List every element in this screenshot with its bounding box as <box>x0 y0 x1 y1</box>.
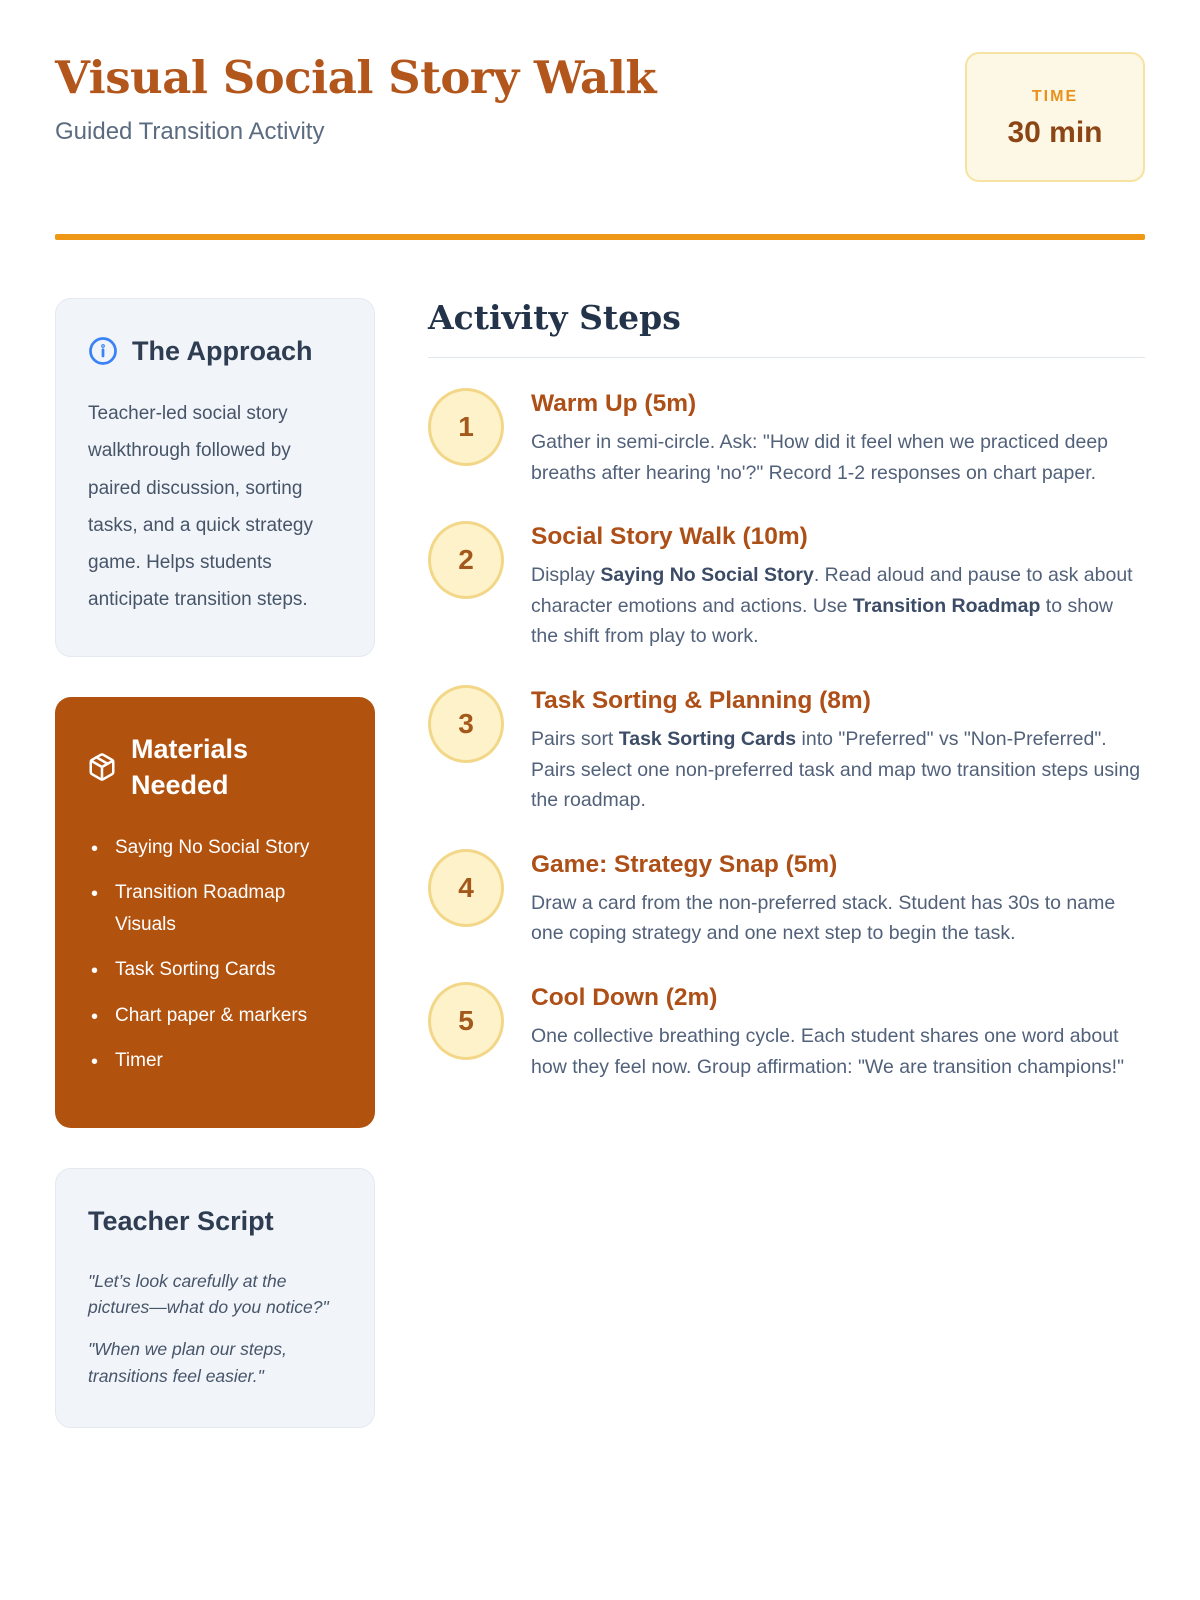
step-description: Gather in semi-circle. Ask: "How did it feel when we practiced deep breaths after hearing 'no'?" Record 1-2 responses on chart paper. <box>531 431 1109 484</box>
step-number-badge: 1 <box>428 388 504 466</box>
step-title: Game: Strategy Snap (5m) <box>531 850 838 878</box>
page-subtitle: Guided Transition Activity <box>55 117 325 145</box>
step-content <box>531 685 1141 816</box>
step-title: Task Sorting & Planning (8m) <box>531 687 871 715</box>
time-badge-label: TIME <box>1031 88 1079 105</box>
step-description: Display Saying No Social Story. Read aloud and pause to ask about character emotions and actions. Use Transition Roadmap to show the shift from play to work. <box>531 564 1133 648</box>
approach-card-title: The Approach <box>132 336 313 366</box>
steps-list <box>428 388 1145 1082</box>
materials-item: • Timer <box>87 1045 343 1077</box>
step-number-badge: 5 <box>428 982 504 1060</box>
step-number-badge: 3 <box>428 685 504 763</box>
approach-card-header <box>88 333 342 369</box>
sidebar <box>55 298 375 1428</box>
teacher-script-card <box>55 1168 375 1427</box>
step-content <box>531 982 1141 1082</box>
step-content <box>531 521 1141 652</box>
step-item-5 <box>428 982 1145 1082</box>
time-badge <box>965 52 1145 182</box>
teacher-script-quote: "Let’s look carefully at the pictures—what do you notice?" <box>88 1270 329 1318</box>
step-title: Warm Up (5m) <box>531 390 697 417</box>
step-description: Draw a card from the non-preferred stack. Student has 30s to name one coping strategy and one next step to begin the task. <box>531 891 1116 945</box>
materials-item: • Chart paper & markers <box>87 1000 343 1032</box>
materials-item: • Saying No Social Story <box>87 832 343 864</box>
step-title: Social Story Walk (10m) <box>531 523 808 551</box>
content-area <box>55 298 1145 1428</box>
materials-card-title: Materials Needed <box>131 733 249 801</box>
page-title: Visual Social Story Walk <box>55 51 656 104</box>
teacher-script-title: Teacher Script <box>88 1206 274 1237</box>
teacher-script-quote: "When we plan our steps, transitions feel easier." <box>88 1339 287 1386</box>
step-item-2 <box>428 521 1145 652</box>
header-divider <box>55 234 1145 240</box>
step-content <box>531 388 1141 488</box>
activity-steps-title: Activity Steps <box>428 298 1145 358</box>
page-header <box>55 52 1145 182</box>
step-item-4 <box>428 849 1145 949</box>
materials-item: • Task Sorting Cards <box>87 954 343 986</box>
time-badge-value: 30 min <box>1007 116 1103 149</box>
step-item-1 <box>428 388 1145 488</box>
step-description: Pairs sort Task Sorting Cards into "Preferred" vs "Non-Preferred". Pairs select one non-preferred task and map two transition steps using the roadmap. <box>531 728 1141 812</box>
materials-list <box>87 832 343 1078</box>
approach-card <box>55 298 375 657</box>
step-title: Cool Down (2m) <box>531 984 718 1012</box>
step-number-badge: 4 <box>428 849 504 927</box>
step-number-badge: 2 <box>428 521 504 599</box>
header-title-block <box>55 52 656 146</box>
materials-item: • Transition Roadmap Visuals <box>87 877 343 942</box>
info-icon <box>88 336 118 366</box>
package-icon <box>87 752 117 782</box>
activity-steps-section <box>428 298 1145 1428</box>
approach-card-body: Teacher-led social story walkthrough followed by paired discussion, sorting tasks, and a quick strategy game. Helps students anticipate transition steps. <box>88 403 313 610</box>
step-item-3 <box>428 685 1145 816</box>
step-description: One collective breathing cycle. Each student shares one word about how they feel now. Group affirmation: "We are transition champions!" <box>531 1025 1125 1078</box>
materials-card-header <box>87 731 343 804</box>
step-content <box>531 849 1141 949</box>
materials-card <box>55 697 375 1129</box>
